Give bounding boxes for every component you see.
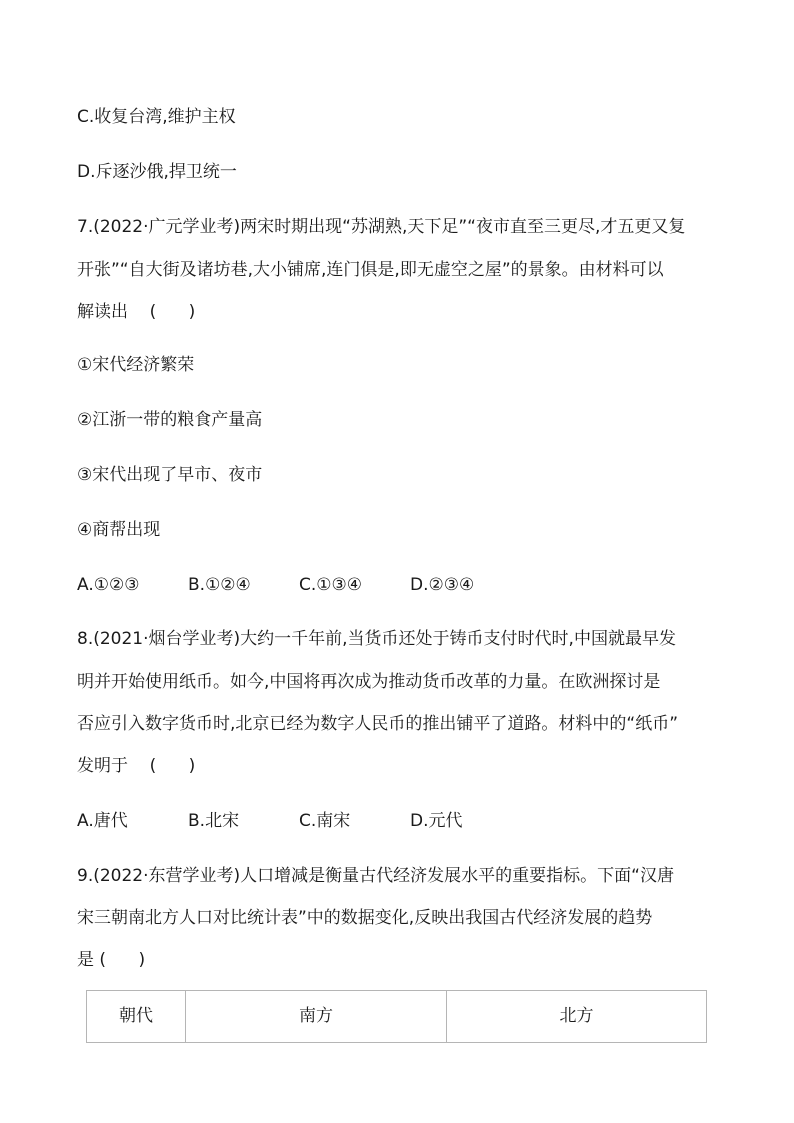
- q7-option-b: B.①②④: [188, 575, 251, 595]
- option-c-q6: C.收复台湾,维护主权: [77, 107, 236, 127]
- q8-option-c: C.南宋: [299, 811, 351, 831]
- q7-text-line2: 开张”“自大街及诸坊巷,大小铺席,连门俱是,即无虚空之屋”的景象。由材料可以: [77, 260, 664, 280]
- q7-option-d: D.②③④: [410, 575, 475, 595]
- q7-options: [77, 574, 474, 596]
- table-header-north: 北方: [447, 991, 707, 1043]
- q7-text-line1: 7.(2022·广元学业考)两宋时期出现“苏湖熟,天下足”“夜市直至三更尽,才五更又复: [77, 217, 686, 237]
- q8-text-line3: 否应引入数字货币时,北京已经为数字人民币的推出铺平了道路。材料中的“纸币”: [77, 714, 679, 734]
- q8-text-line4: 发明于 ( ): [77, 756, 196, 776]
- q9-text-line2: 宋三朝南北方人口对比统计表”中的数据变化,反映出我国古代经济发展的趋势: [77, 908, 653, 928]
- option-d-q6: D.斥逐沙俄,捍卫统一: [77, 162, 237, 182]
- q7-text-line3: 解读出 ( ): [77, 302, 196, 322]
- population-table: [86, 990, 707, 1043]
- q7-statement-1: ①宋代经济繁荣: [77, 355, 195, 375]
- q7-statement-3: ③宋代出现了早市、夜市: [77, 465, 263, 485]
- table-header-row: [87, 991, 707, 1043]
- q8-text-line2: 明并开始使用纸币。如今,中国将再次成为推动货币改革的力量。在欧洲探讨是: [77, 672, 661, 692]
- q8-options: [77, 810, 463, 832]
- q8-option-a: A.唐代: [77, 811, 128, 831]
- q8-option-b: B.北宋: [188, 811, 240, 831]
- q7-option-c: C.①③④: [299, 575, 362, 595]
- q9-text-line3: 是 ( ): [77, 950, 146, 970]
- q9-text-line1: 9.(2022·东营学业考)人口增减是衡量古代经济发展水平的重要指标。下面“汉唐: [77, 866, 674, 886]
- q7-statement-2: ②江浙一带的粮食产量高: [77, 410, 263, 430]
- q7-option-a: A.①②③: [77, 575, 140, 595]
- q8-text-line1: 8.(2021·烟台学业考)大约一千年前,当货币还处于铸币支付时代时,中国就最早发: [77, 629, 676, 649]
- table-header-south: 南方: [186, 991, 447, 1043]
- q7-statement-4: ④商帮出现: [77, 520, 161, 540]
- table-header-dynasty: 朝代: [87, 991, 186, 1043]
- q8-option-d: D.元代: [410, 811, 463, 831]
